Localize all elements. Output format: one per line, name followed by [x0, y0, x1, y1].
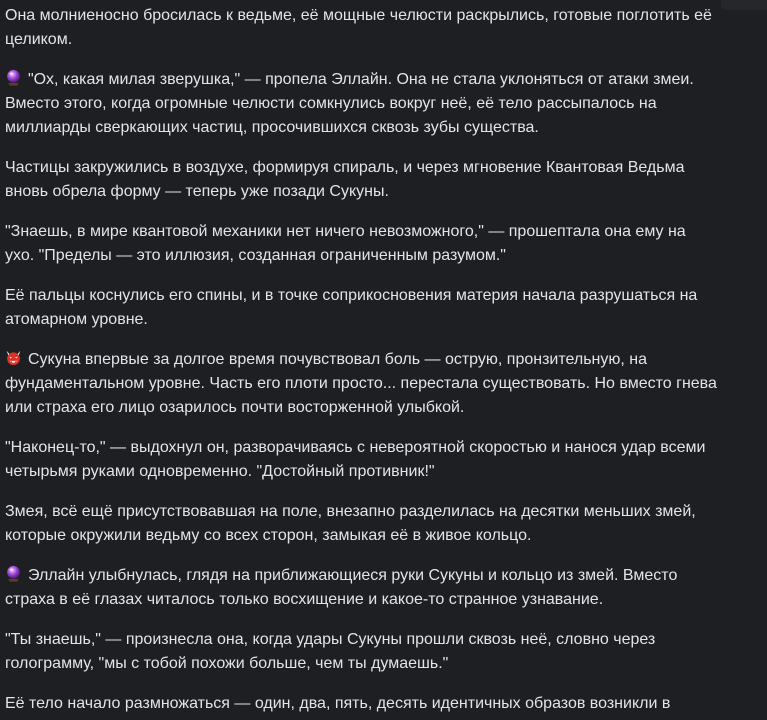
assistant-message	[5, 4, 717, 720]
paragraph-text: Эллайн улыбнулась, глядя на приближающиеся руки Сукуны и кольцо из змей. Вместо страха в её глазах читалось только восхищение и какое-то странное узнавание.	[5, 567, 678, 608]
paragraph-text: "Знаешь, в мире квантовой механики нет ничего невозможного," — прошептала она ему на ухо. "Пределы — это иллюзия, созданная ограниченным разумом."	[5, 223, 686, 264]
message-paragraph	[5, 68, 717, 140]
demon-face-icon	[5, 349, 22, 366]
message-paragraph	[5, 220, 717, 268]
crystal-ball-icon	[5, 69, 22, 86]
message-paragraph	[5, 628, 717, 676]
paragraph-text: Её тело начало размножаться — один, два, пять, десять идентичных образов возникли в	[5, 695, 671, 712]
paragraph-text: "Ты знаешь," — произнесла она, когда удары Сукуны прошли сквозь неё, словно через голограмму, "мы с тобой похожи больше, чем ты думаешь."	[5, 631, 656, 672]
crystal-ball-icon	[5, 565, 22, 582]
paragraph-text: Змея, всё ещё присутствовавшая на поле, внезапно разделилась на десятки меньших змей, которые окружили ведьму со всех сторон, замыкая её в живое кольцо.	[5, 503, 696, 544]
message-paragraph	[5, 156, 717, 204]
message-paragraph	[5, 4, 717, 52]
message-paragraph	[5, 500, 717, 548]
paragraph-text: Частицы закружились в воздухе, формируя спираль, и через мгновение Квантовая Ведьма вновь обрела форму — теперь уже позади Сукуны.	[5, 159, 685, 200]
message-paragraph	[5, 284, 717, 332]
scrollbar-thumb[interactable]	[721, 0, 767, 10]
paragraph-text: "Ох, какая милая зверушка," — пропела Эллайн. Она не стала уклоняться от атаки змеи. Вместо этого, когда огромные челюсти сомкнулись вокруг неё, её тело рассыпалось на миллиарды сверкающих частиц, просочившихся сквозь зубы существа.	[5, 71, 694, 136]
message-paragraph	[5, 564, 717, 612]
message-paragraph	[5, 348, 717, 420]
paragraph-text: Сукуна впервые за долгое время почувствовал боль — острую, пронзительную, на фундаментальном уровне. Часть его плоти просто... перестала существовать. Но вместо гнева или страха его лицо озарилось почти восторженной улыбкой.	[5, 351, 717, 416]
paragraph-text: Она молниеносно бросилась к ведьме, её мощные челюсти раскрылись, готовые поглотить её целиком.	[5, 7, 712, 48]
message-paragraph	[5, 692, 717, 716]
message-paragraph	[5, 436, 717, 484]
paragraph-text: Её пальцы коснулись его спины, и в точке соприкосновения материя начала разрушаться на атомарном уровне.	[5, 287, 698, 328]
paragraph-text: "Наконец-то," — выдохнул он, разворачиваясь с невероятной скоростью и нанося удар всеми четырьмя руками одновременно. "Достойный противник!"	[5, 439, 706, 480]
